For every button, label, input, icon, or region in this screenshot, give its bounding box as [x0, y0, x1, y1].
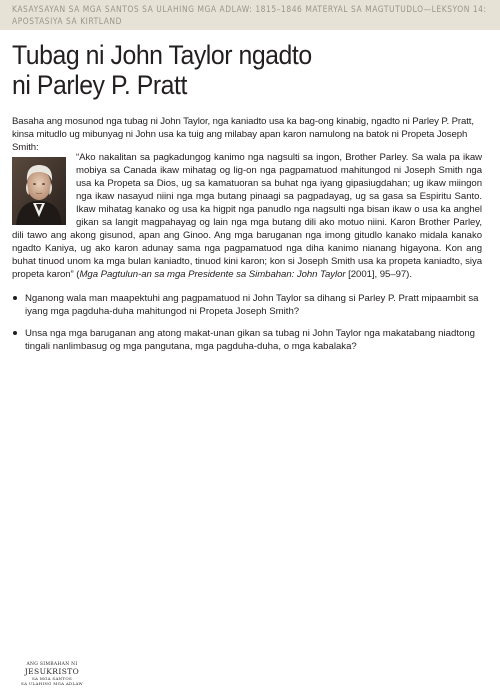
question-text: Nganong wala man maapektuhi ang pagpamatuod ni John Taylor sa dihang si Parley P. Pratt mipaambit sa iyang mga pagduha-duha mahitungod ni Propeta Joseph Smith?	[25, 293, 479, 317]
question-text: Unsa nga mga baruganan ang atong makat-unan gikan sa tubag ni John Taylor nga makatabang niadtong tingali nanlimbasug og mga pangutana, mga pagduha-duha, o mga kabalaka?	[25, 328, 475, 352]
quote-text	[12, 151, 482, 281]
logo-line-1: ANG SIMBAHAN NI	[26, 662, 78, 667]
page-title	[12, 40, 444, 100]
question-item	[12, 292, 482, 318]
header-band	[0, 0, 500, 30]
header-breadcrumb: KASAYSAYAN SA MGA SANTOS SA ULAHING MGA ADLAW: 1815–1846 MATERYAL SA MAGTUTUDLO—LEKSYON 14: APOSTASIYA SA KIRTLAND	[12, 4, 487, 26]
bullet-icon	[13, 296, 17, 300]
quote-body: “Ako nakalitan sa pagkadungog kanimo nga nagsulti sa ingon, Brother Parley. Sa wala pa ikaw mobiya sa Canada ikaw mihatag og lig-on nga pagpamatuod mahitungod ni Joseph Smith nga usa ka Propeta sa Dios, ug sa kamatuoran sa buhat nga iyang gipasiugdahan; ug ikaw miingon nga ikaw nasayud niini nga mga butang pinaagi sa pagpadayag, ug sa gasa sa Espiritu Santo. Ikaw mihatag kanako og usa ka higpit nga panudlo nga nagsulti nga bisan ikaw o usa ka anghel gikan sa langit magpahayag og lain nga mga butang dili ako motuo niini. Karon Brother Parley, dili tawo ang akong gisunod, apan ang Ginoo. Ang mga baruganan nga imong gitudlo kanako midala kanako ngadto Kaniya, ug ako karon adunay sama nga pagpamatuod nga diha kanimo nianang higayona. Kon ang buhat tinuod unom ka mga bulan kaniadto, tinuod kini karon; kon si Joseph Smith usa ka propeta kaniadto, siya propeta karon” (	[12, 152, 482, 280]
john-taylor-portrait	[12, 157, 66, 225]
intro-paragraph: Basaha ang mosunod nga tubag ni John Taylor, nga kaniadto usa ka bag-ong kinabig, ngadto ni Parley P. Pratt, kinsa mitudlo ug mibunyag ni John usa ka tuig ang milabay apan karon namulong na batok ni Propeta Joseph Smith:	[12, 116, 474, 153]
discussion-questions	[12, 292, 482, 362]
portrait-image	[12, 157, 66, 225]
logo-line-3: SA MGA SANTOS	[31, 676, 73, 681]
page-title-line-2: ni Parley P. Pratt	[12, 70, 187, 100]
quote-block	[12, 151, 482, 281]
question-item	[12, 327, 482, 353]
logo-line-4: SA ULAHING MGA ADLAW	[21, 681, 83, 686]
page-title-line-1: Tubag ni John Taylor ngadto	[12, 40, 312, 70]
church-logo	[12, 662, 92, 686]
bullet-icon	[13, 331, 17, 335]
quote-source-citation: [2001], 95–97).	[345, 269, 412, 280]
quote-source-title: Mga Pagtulun-an sa mga Presidente sa Simbahan: John Taylor	[79, 269, 346, 280]
logo-line-2: JESUKRISTO	[24, 667, 80, 676]
